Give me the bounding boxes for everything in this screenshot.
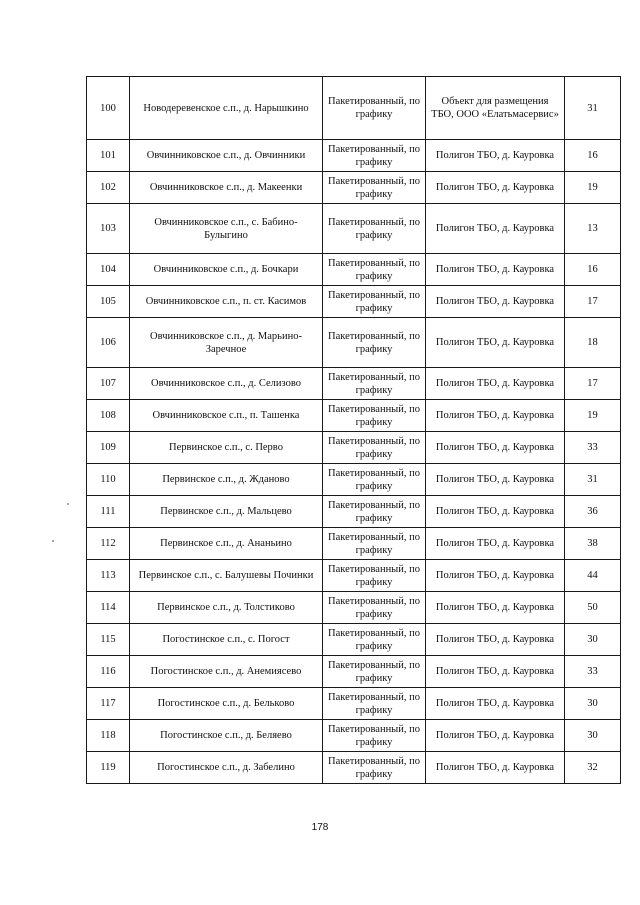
- settlement-cell: Погостинское с.п., с. Погост: [130, 624, 323, 656]
- row-number: 116: [87, 656, 130, 688]
- settlement-cell: Овчинниковское с.п., д. Макеенки: [130, 172, 323, 204]
- row-number: 106: [87, 318, 130, 368]
- disposal-site-cell: Полигон ТБО, д. Кауровка: [426, 400, 565, 432]
- distance-cell: 30: [565, 720, 621, 752]
- collection-method-cell: Пакетированный, по графику: [323, 254, 426, 286]
- waste-collection-table: [86, 76, 621, 784]
- collection-method-cell: Пакетированный, по графику: [323, 432, 426, 464]
- table-row: [87, 496, 621, 528]
- disposal-site-cell: Полигон ТБО, д. Кауровка: [426, 752, 565, 784]
- distance-cell: 33: [565, 656, 621, 688]
- row-number: 101: [87, 140, 130, 172]
- settlement-cell: Погостинское с.п., д. Бельково: [130, 688, 323, 720]
- row-number: 119: [87, 752, 130, 784]
- settlement-cell: Овчинниковское с.п., п. Ташенка: [130, 400, 323, 432]
- disposal-site-cell: Полигон ТБО, д. Кауровка: [426, 204, 565, 254]
- settlement-cell: Овчинниковское с.п., д. Марьино-Заречное: [130, 318, 323, 368]
- settlement-cell: Овчинниковское с.п., д. Селизово: [130, 368, 323, 400]
- table-row: [87, 318, 621, 368]
- collection-method-cell: Пакетированный, по графику: [323, 140, 426, 172]
- distance-cell: 13: [565, 204, 621, 254]
- table-row: [87, 172, 621, 204]
- row-number: 105: [87, 286, 130, 318]
- distance-cell: 17: [565, 368, 621, 400]
- collection-method-cell: Пакетированный, по графику: [323, 464, 426, 496]
- disposal-site-cell: Полигон ТБО, д. Кауровка: [426, 140, 565, 172]
- collection-method-cell: Пакетированный, по графику: [323, 720, 426, 752]
- collection-method-cell: Пакетированный, по графику: [323, 560, 426, 592]
- settlement-cell: Погостинское с.п., д. Забелино: [130, 752, 323, 784]
- disposal-site-cell: Полигон ТБО, д. Кауровка: [426, 688, 565, 720]
- disposal-site-cell: Полигон ТБО, д. Кауровка: [426, 560, 565, 592]
- settlement-cell: Овчинниковское с.п., д. Бочкари: [130, 254, 323, 286]
- disposal-site-cell: Полигон ТБО, д. Кауровка: [426, 624, 565, 656]
- collection-method-cell: Пакетированный, по графику: [323, 77, 426, 140]
- disposal-site-cell: Полигон ТБО, д. Кауровка: [426, 656, 565, 688]
- collection-method-cell: Пакетированный, по графику: [323, 656, 426, 688]
- disposal-site-cell: Полигон ТБО, д. Кауровка: [426, 368, 565, 400]
- row-number: 110: [87, 464, 130, 496]
- collection-method-cell: Пакетированный, по графику: [323, 204, 426, 254]
- table-row: [87, 464, 621, 496]
- table-row: [87, 752, 621, 784]
- distance-cell: 44: [565, 560, 621, 592]
- settlement-cell: Овчинниковское с.п., д. Овчинники: [130, 140, 323, 172]
- collection-method-cell: Пакетированный, по графику: [323, 496, 426, 528]
- disposal-site-cell: Полигон ТБО, д. Кауровка: [426, 318, 565, 368]
- distance-cell: 30: [565, 624, 621, 656]
- settlement-cell: Первинское с.п., с. Балушевы Починки: [130, 560, 323, 592]
- disposal-site-cell: Полигон ТБО, д. Кауровка: [426, 254, 565, 286]
- row-number: 114: [87, 592, 130, 624]
- table-row: [87, 432, 621, 464]
- disposal-site-cell: Полигон ТБО, д. Кауровка: [426, 286, 565, 318]
- table-row: [87, 528, 621, 560]
- disposal-site-cell: Полигон ТБО, д. Кауровка: [426, 720, 565, 752]
- row-number: 108: [87, 400, 130, 432]
- disposal-site-cell: Полигон ТБО, д. Кауровка: [426, 496, 565, 528]
- distance-cell: 30: [565, 688, 621, 720]
- table-row: [87, 77, 621, 140]
- distance-cell: 16: [565, 254, 621, 286]
- table-row: [87, 560, 621, 592]
- row-number: 113: [87, 560, 130, 592]
- row-number: 117: [87, 688, 130, 720]
- distance-cell: 18: [565, 318, 621, 368]
- distance-cell: 31: [565, 464, 621, 496]
- distance-cell: 19: [565, 400, 621, 432]
- distance-cell: 50: [565, 592, 621, 624]
- collection-method-cell: Пакетированный, по графику: [323, 592, 426, 624]
- table-row: [87, 368, 621, 400]
- disposal-site-cell: Полигон ТБО, д. Кауровка: [426, 432, 565, 464]
- collection-method-cell: Пакетированный, по графику: [323, 528, 426, 560]
- settlement-cell: Овчинниковское с.п., п. ст. Касимов: [130, 286, 323, 318]
- row-number: 100: [87, 77, 130, 140]
- table-row: [87, 720, 621, 752]
- row-number: 115: [87, 624, 130, 656]
- collection-method-cell: Пакетированный, по графику: [323, 318, 426, 368]
- collection-method-cell: Пакетированный, по графику: [323, 172, 426, 204]
- distance-cell: 36: [565, 496, 621, 528]
- scan-speck: [52, 540, 54, 542]
- distance-cell: 17: [565, 286, 621, 318]
- distance-cell: 16: [565, 140, 621, 172]
- distance-cell: 32: [565, 752, 621, 784]
- scan-speck: [67, 503, 69, 505]
- settlement-cell: Новодеревенское с.п., д. Нарышкино: [130, 77, 323, 140]
- table-body: [87, 77, 621, 784]
- collection-method-cell: Пакетированный, по графику: [323, 286, 426, 318]
- row-number: 118: [87, 720, 130, 752]
- row-number: 111: [87, 496, 130, 528]
- collection-method-cell: Пакетированный, по графику: [323, 368, 426, 400]
- table-row: [87, 286, 621, 318]
- row-number: 112: [87, 528, 130, 560]
- distance-cell: 31: [565, 77, 621, 140]
- disposal-site-cell: Полигон ТБО, д. Кауровка: [426, 172, 565, 204]
- distance-cell: 33: [565, 432, 621, 464]
- table-row: [87, 624, 621, 656]
- row-number: 104: [87, 254, 130, 286]
- collection-method-cell: Пакетированный, по графику: [323, 752, 426, 784]
- table-row: [87, 254, 621, 286]
- row-number: 107: [87, 368, 130, 400]
- settlement-cell: Погостинское с.п., д. Анемиясево: [130, 656, 323, 688]
- table-row: [87, 656, 621, 688]
- row-number: 103: [87, 204, 130, 254]
- disposal-site-cell: Полигон ТБО, д. Кауровка: [426, 528, 565, 560]
- disposal-site-cell: Полигон ТБО, д. Кауровка: [426, 592, 565, 624]
- settlement-cell: Первинское с.п., д. Толстиково: [130, 592, 323, 624]
- settlement-cell: Первинское с.п., д. Ананьино: [130, 528, 323, 560]
- table-row: [87, 592, 621, 624]
- table-row: [87, 400, 621, 432]
- distance-cell: 19: [565, 172, 621, 204]
- collection-method-cell: Пакетированный, по графику: [323, 688, 426, 720]
- page-number: 178: [311, 822, 329, 833]
- table-row: [87, 204, 621, 254]
- table-row: [87, 140, 621, 172]
- collection-method-cell: Пакетированный, по графику: [323, 400, 426, 432]
- distance-cell: 38: [565, 528, 621, 560]
- disposal-site-cell: Полигон ТБО, д. Кауровка: [426, 464, 565, 496]
- settlement-cell: Погостинское с.п., д. Беляево: [130, 720, 323, 752]
- row-number: 102: [87, 172, 130, 204]
- disposal-site-cell: Объект для размещения ТБО, ООО «Елатьмасервис»: [426, 77, 565, 140]
- row-number: 109: [87, 432, 130, 464]
- collection-method-cell: Пакетированный, по графику: [323, 624, 426, 656]
- settlement-cell: Овчинниковское с.п., с. Бабино-Булыгино: [130, 204, 323, 254]
- settlement-cell: Первинское с.п., д. Мальцево: [130, 496, 323, 528]
- settlement-cell: Первинское с.п., с. Перво: [130, 432, 323, 464]
- settlement-cell: Первинское с.п., д. Жданово: [130, 464, 323, 496]
- table-row: [87, 688, 621, 720]
